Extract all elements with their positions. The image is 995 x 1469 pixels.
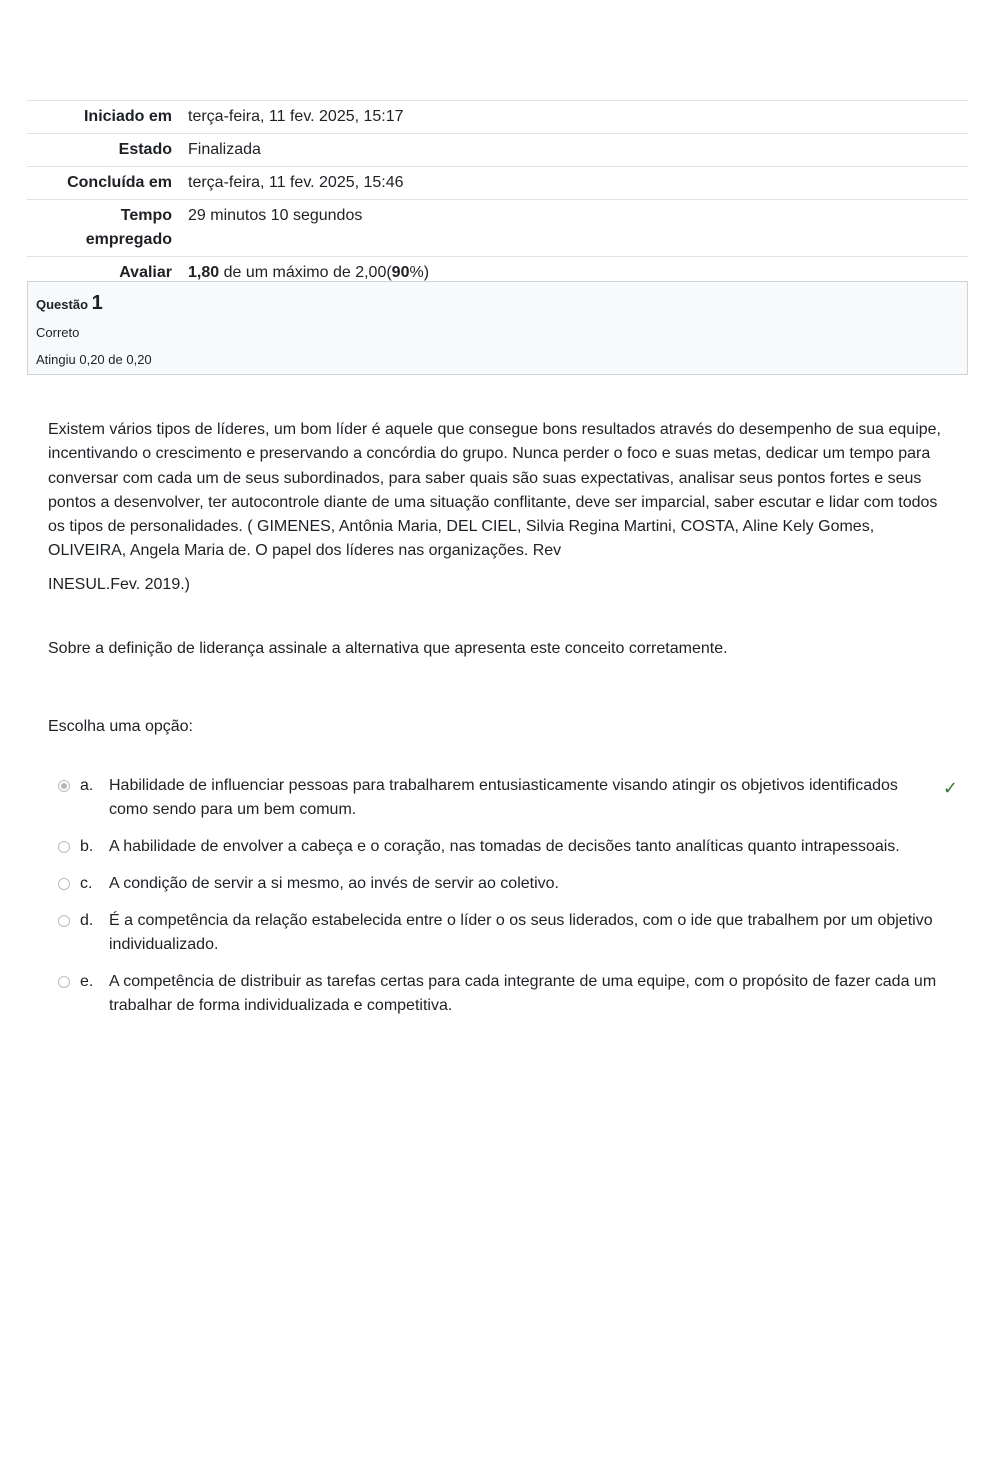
- option-letter: d.: [80, 911, 94, 929]
- state-label: Estado: [27, 134, 180, 167]
- summary-row-completed: [27, 167, 968, 200]
- option-letter: c.: [80, 874, 93, 892]
- answer-option-d[interactable]: [48, 909, 958, 958]
- radio-a[interactable]: [58, 780, 70, 792]
- option-text: A habilidade de envolver a cabeça e o coração, nas tomadas de decisões tanto analíticas quanto intrapessoais.: [109, 838, 900, 856]
- time-label: Tempo empregado: [27, 200, 180, 257]
- question-number-value: 1: [91, 292, 103, 314]
- question-prompt: Sobre a definição de liderança assinale a alternativa que apresenta este conceito corretamente.: [48, 640, 728, 658]
- started-value: terça-feira, 11 fev. 2025, 15:17: [180, 101, 968, 134]
- grade-percent: 90: [391, 264, 410, 281]
- answer-option-b[interactable]: [48, 835, 958, 859]
- option-letter: e.: [80, 972, 94, 990]
- question-mark: Atingiu 0,20 de 0,20: [36, 352, 152, 367]
- question-info-box: [27, 281, 968, 375]
- choose-option-label: Escolha uma opção:: [48, 718, 193, 736]
- answer-option-a[interactable]: [48, 774, 958, 823]
- option-text: A condição de servir a si mesmo, ao invés de servir ao coletivo.: [109, 874, 559, 892]
- answer-option-e[interactable]: [48, 970, 958, 1019]
- summary-row-time: [27, 200, 968, 257]
- option-text: A competência de distribuir as tarefas certas para cada integrante de uma equipe, com o propósito de fazer cada um trabalhar de forma individualizada e competitiva.: [109, 972, 937, 1015]
- completed-label: Concluída em: [27, 167, 180, 200]
- question-text-block: [48, 418, 943, 740]
- radio-d[interactable]: [58, 915, 70, 927]
- question-state: Correto: [36, 325, 80, 340]
- question-number: [36, 292, 959, 315]
- option-letter: a.: [80, 777, 94, 794]
- summary-row-state: [27, 134, 968, 167]
- started-label: Iniciado em: [27, 101, 180, 134]
- radio-e[interactable]: [58, 976, 70, 988]
- question-text: Existem vários tipos de líderes, um bom líder é aquele que consegue bons resultados através do desempenho de sua equipe, incentivando o crescimento e preservando a concórdia do grupo. Nunca perder o foco e suas metas, dedicar um tempo para conversar com cada um de seus subordinados, para saber quais são suas expectativas, analisar seus pontos fortes e seus pontos a desenvolver, ter autocontrole diante de uma situação conflitante, deve ser imparcial, saber escutar e lidar com todos os tipos de personalidades. ( GIMENES, Antônia Maria, DEL CIEL, Silvia Regina Martini, COSTA, Aline Kely Gomes, OLIVEIRA, Angela Maria de. O papel dos líderes nas organizações. Rev: [48, 421, 941, 560]
- question-reference: INESUL.Fev. 2019.): [48, 575, 190, 593]
- grade-score: 1,80: [188, 264, 220, 281]
- attempt-summary-table: [27, 100, 968, 290]
- state-value: Finalizada: [180, 134, 968, 167]
- option-text: Habilidade de influenciar pessoas para trabalharem entusiasticamente visando atingir os objetivos identificados como sendo para um bem comum.: [109, 777, 898, 819]
- grade-suffix: %): [409, 264, 430, 281]
- radio-c[interactable]: [58, 878, 70, 890]
- question-label: Questão: [36, 297, 89, 312]
- option-text: É a competência da relação estabelecida entre o líder o os seus liderados, com o ide que trabalhem por um objetivo individualizado.: [109, 911, 933, 953]
- answer-option-c[interactable]: [48, 872, 958, 896]
- time-value: 29 minutos 10 segundos: [180, 200, 968, 257]
- summary-row-started: [27, 101, 968, 134]
- radio-b[interactable]: [58, 841, 70, 853]
- option-letter: b.: [80, 838, 94, 856]
- answer-options: [48, 774, 958, 1031]
- grade-label: Avaliar: [27, 257, 180, 290]
- grade-text: de um máximo de 2,00(: [219, 264, 392, 281]
- check-icon: ✓: [942, 778, 958, 798]
- completed-value: terça-feira, 11 fev. 2025, 15:46: [180, 167, 968, 200]
